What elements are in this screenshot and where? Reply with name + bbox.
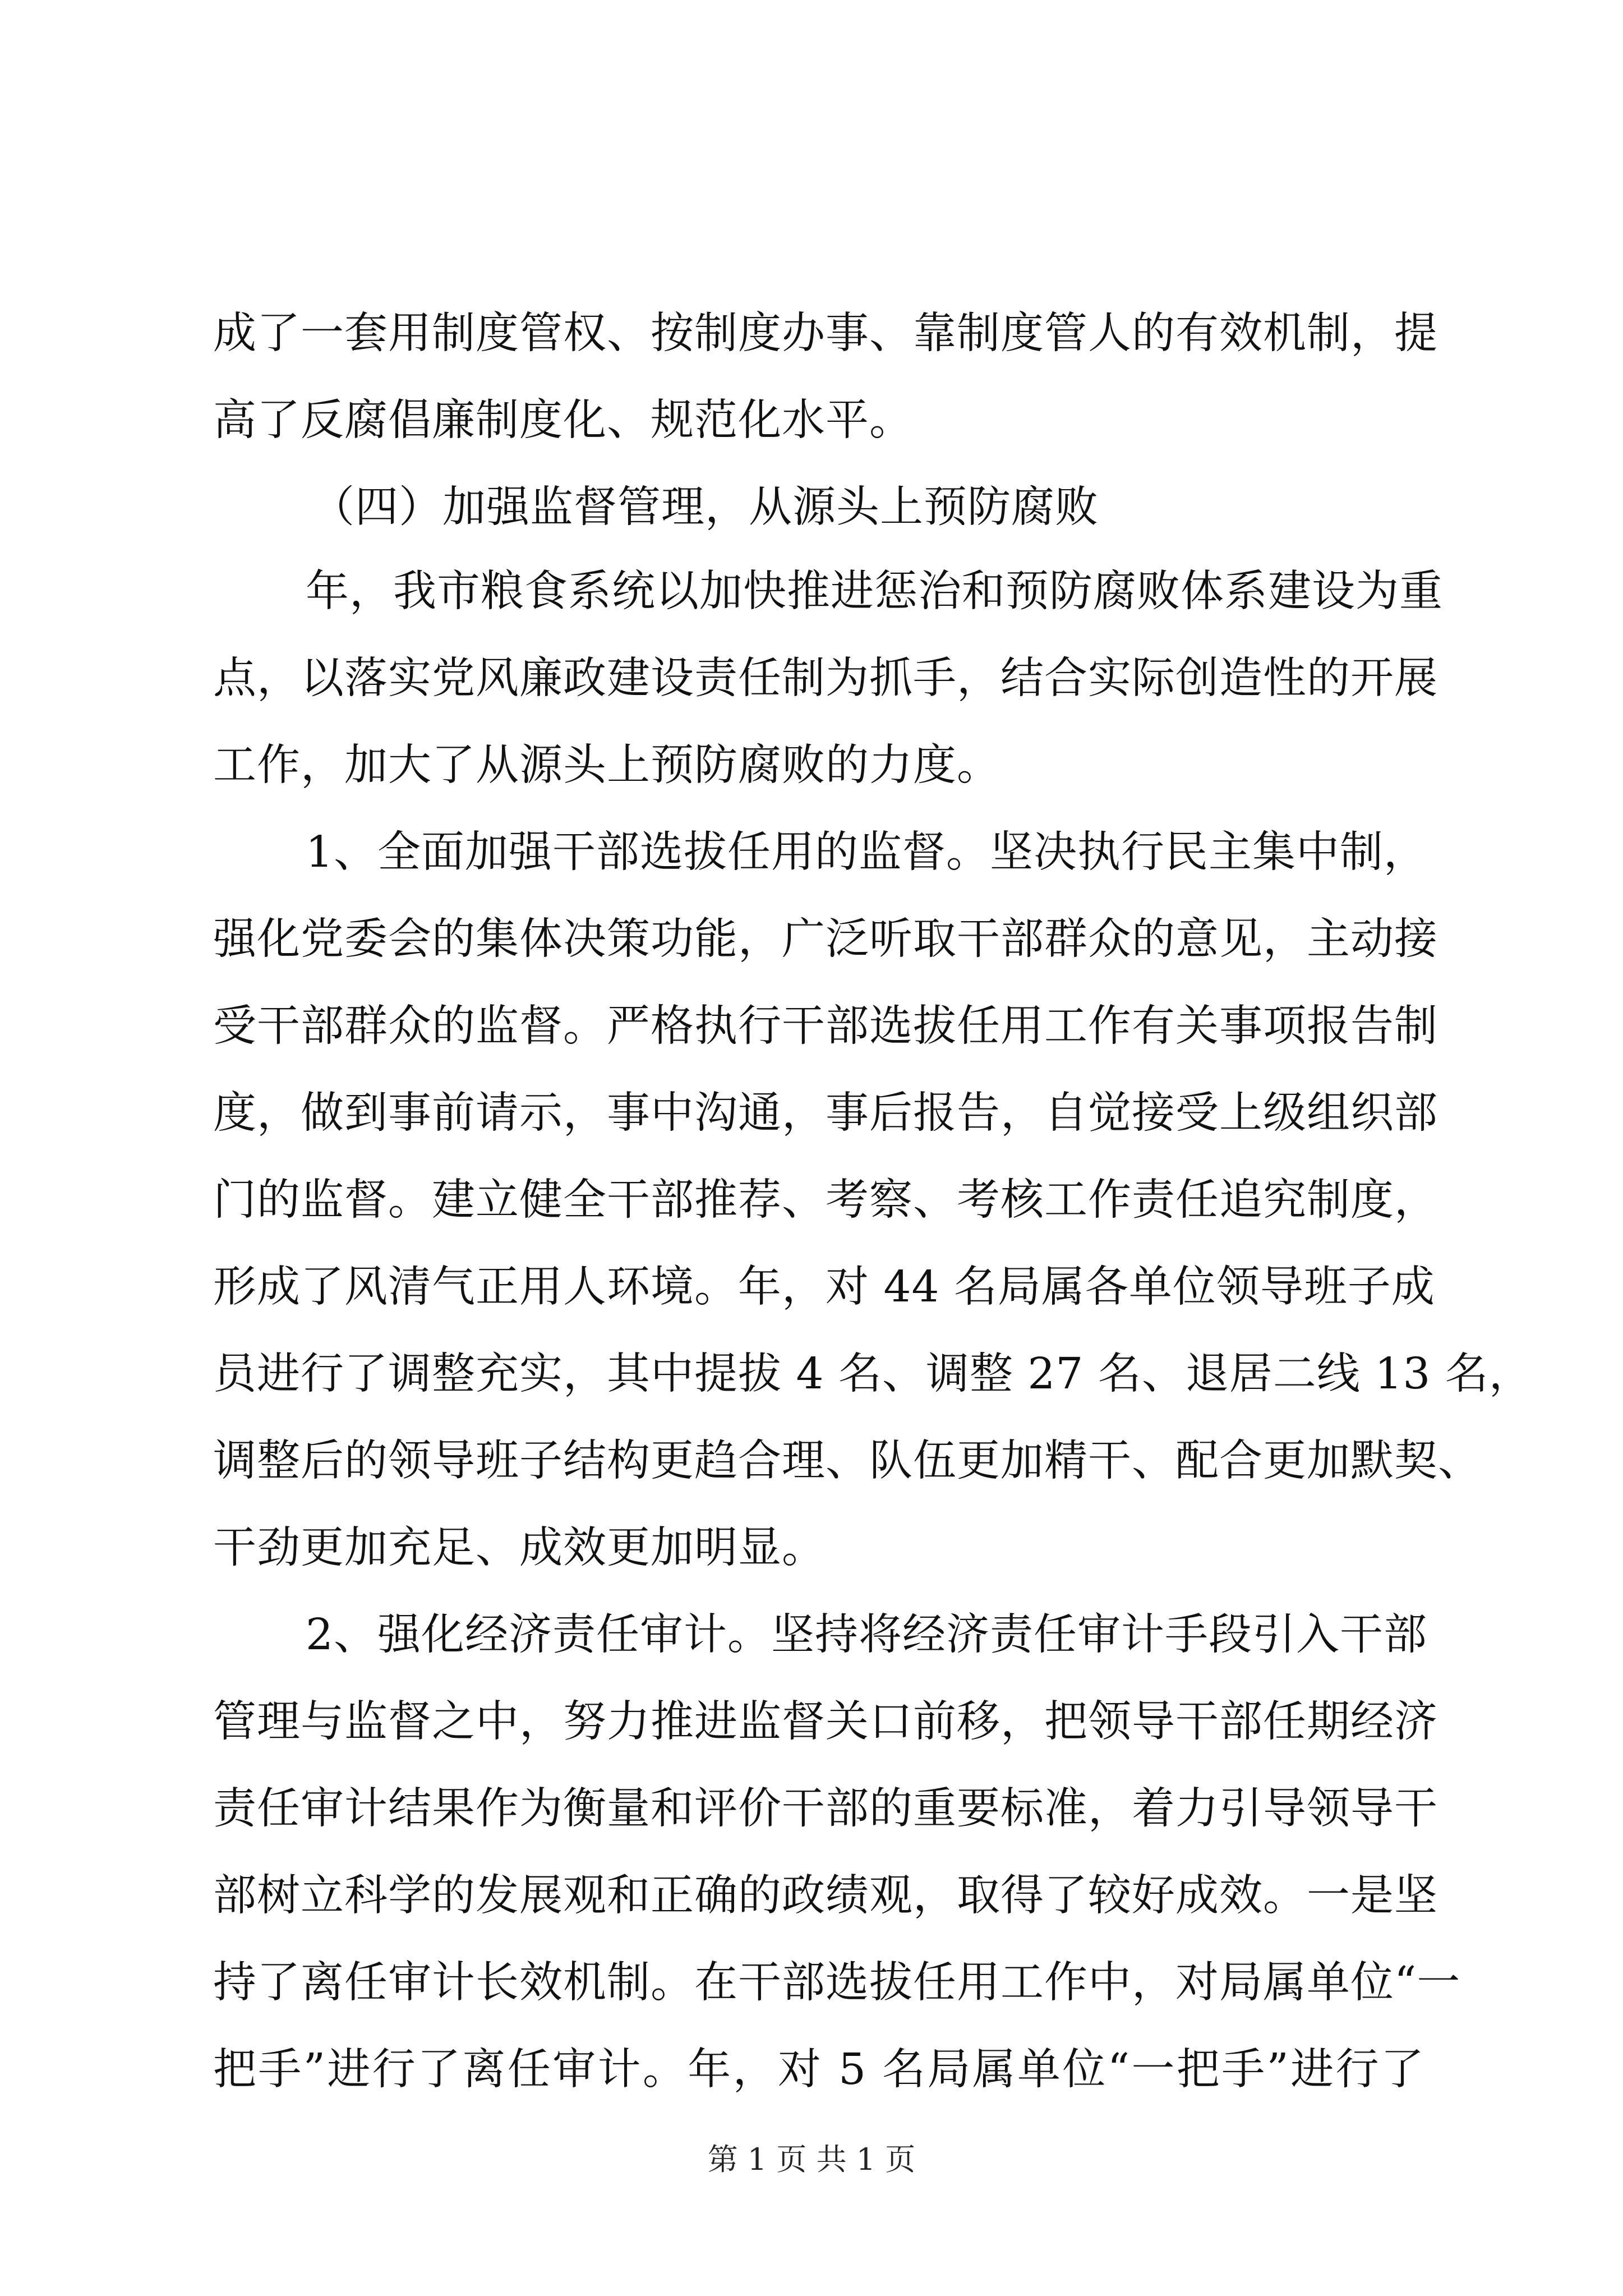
text-line: 1、全面加强干部选拔任用的监督。坚决执行民主集中制， (306, 827, 1427, 877)
text-line: 干劲更加充足、成效更加明显。 (213, 1523, 826, 1573)
text-line: 点，以落实党风廉政建设责任制为抓手，结合实际创造性的开展 (213, 654, 1438, 703)
text-line: 年，我市粮食系统以加快推进惩治和预防腐败体系建设为重 (306, 567, 1443, 616)
text-line: 度，做到事前请示，事中沟通，事后报告，自觉接受上级组织部 (213, 1088, 1438, 1138)
page-footer: 第 1 页 共 1 页 (707, 2142, 916, 2177)
text-line: 高了反腐倡廉制度化、规范化水平。 (213, 395, 913, 445)
section-heading: （四）加强监督管理，从源头上预防腐败 (311, 482, 1099, 532)
text-line: 2、强化经济责任审计。坚持将经济责任审计手段引入干部 (306, 1610, 1427, 1660)
text-line: 成了一套用制度管权、按制度办事、靠制度管人的有效机制，提 (213, 309, 1438, 358)
text-line: 员进行了调整充实，其中提拔 4 名、调整 27 名、退居二线 13 名， (213, 1349, 1533, 1399)
text-line: 把手”进行了离任审计。年，对 5 名局属单位“一把手”进行了 (213, 2045, 1424, 2095)
text-line: 工作，加大了从源头上预防腐败的力度。 (213, 740, 1000, 790)
text-line: 持了离任审计长效机制。在干部选拔任用工作中，对局属单位“一 (213, 1958, 1461, 2008)
text-line: 部树立科学的发展观和正确的政绩观，取得了较好成效。一是坚 (213, 1871, 1438, 1921)
text-line: 调整后的领导班子结构更趋合理、队伍更加精干、配合更加默契、 (213, 1436, 1482, 1486)
text-line: 责任审计结果作为衡量和评价干部的重要标准，着力引导领导干 (213, 1784, 1438, 1834)
text-line: 形成了风清气正用人环境。年，对 44 名局属各单位领导班子成 (213, 1262, 1435, 1312)
text-line: 门的监督。建立健全干部推荐、考察、考核工作责任追究制度， (213, 1175, 1438, 1225)
text-line: 强化党委会的集体决策功能，广泛听取干部群众的意见，主动接 (213, 914, 1438, 964)
text-line: 管理与监督之中，努力推进监督关口前移，把领导干部任期经济 (213, 1697, 1438, 1747)
text-line: 受干部群众的监督。严格执行干部选拔任用工作有关事项报告制 (213, 1001, 1438, 1051)
